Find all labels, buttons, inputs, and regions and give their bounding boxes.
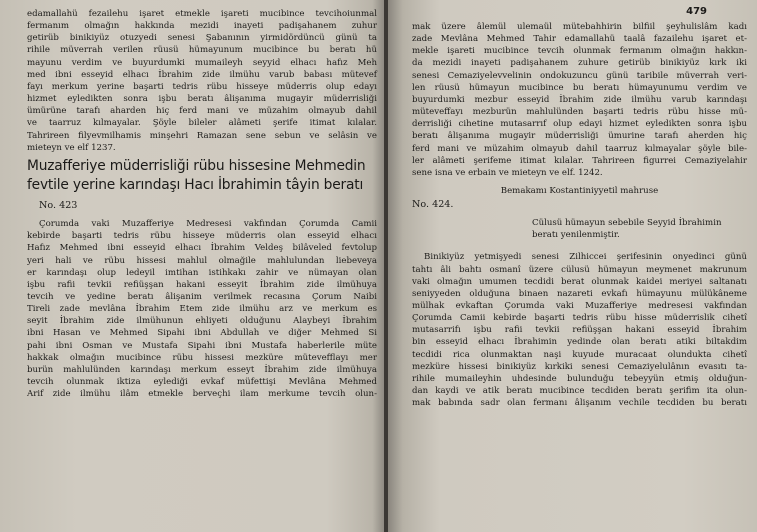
text-line: len rüusü hümayun mucibince bu beratı hümayunumu verdim ve — [412, 82, 747, 93]
text-line: mülhak evkaftan Çorumda vaki Muzafferiye medresesi vakfından — [412, 300, 747, 311]
text-line: tevcih olunmak iktiza eylediği evkaf müfettişi Mevlâna Mehmed — [27, 377, 377, 388]
text-line: fayı merkum yerine başarti tedris rübu hisseye müderris olup edayı — [27, 81, 377, 92]
text-line: vaki olmağın umumen tecdidi berat olunmak kaidei meriyei saltanatı — [412, 276, 747, 287]
text-line: beratı âlişanıma mugayir müderrisliği ümurine tarafı aherden hiç — [412, 131, 747, 142]
text-line: hizmet eyledikten sonra işbu beratı âlişanıma mugayir müderrisliği — [27, 94, 377, 105]
text-line: tahtı âli bahtı osmanî üzere cülusü hümayun meymenet makrunum — [412, 264, 747, 275]
document-title — [27, 157, 377, 195]
text-line: mekle işareti mucibince tevcih olunmak fermanım olmağın hakkın- — [412, 46, 747, 57]
text-line: tecdidi rica olunmaktan naşi kuyude muracaat olundukta cihetî — [412, 349, 747, 360]
text-line: Hafız Mehmed ibni esseyid elhacı İbrahim Veldeş bilâveled fevtolup — [27, 243, 377, 254]
text-line: zade Mevlâna Mehmed Tahir edamallahü taalâ fazailehu işaret et- — [412, 34, 747, 45]
text-line: Tahrireen filyevmilhamis minşehri Ramazan sene sebun ve selâsin ve — [27, 130, 377, 141]
text-line: rihile mumaileyhin uhdesinde bulunduğu tebeyyün etmiş olduğun- — [412, 373, 747, 384]
text-line: kebirde başarti tedris rübu hisseye müderris olan esseyid elhacı — [27, 231, 377, 242]
text-line: seyit İbrahim zide ilmühunun ehliyeti olduğunu Alaybeyi İbrahim — [27, 316, 377, 327]
title-line: fevtile yerine karındaşı Hacı İbrahimin tâyin beratı — [27, 176, 364, 193]
text-line: getirüb binikiyüz otuzyedi senesi Şabanının yirmidördüncü günü ta — [27, 33, 377, 44]
subject-line: beratı yenilenmiştir. — [532, 230, 620, 241]
text-line: pahi ibni Osman ve Mustafa Sipahi ibni Mustafa haberlerile müte — [27, 340, 377, 351]
subject-line: Cülusü hümayun sebebile Seyyid İbrahimin — [532, 218, 722, 229]
document-subject — [412, 217, 747, 241]
text-line: da mezidi inayeti padişahanem zuhure getirüb binikiyüz kırk iki — [412, 58, 747, 69]
text-line: edamallahü fezailehu işaret etmekle işareti mucibince tevcihoiunmal — [27, 9, 377, 19]
text-line: mak babında sadr olan fermanı âlişanım vechile tecdiden bu beratı — [412, 398, 747, 409]
text-line: dan kaydi ve atik beratı mucibince tecdiden beratı şerifim ita olun- — [412, 386, 747, 397]
text-line: bin esseyid elhacı İbrahimin yedinde olan beratı atiki biltakdim — [412, 337, 747, 348]
text-line: işbu rafii tevkii refiüşşan hakani esseyit İbrahim zide ilmühuya — [27, 279, 377, 290]
text-line: fermanım olmağın hakkında mezidi inayeti padişahanem zuhur — [27, 21, 377, 32]
document-number: No. 424. — [412, 199, 454, 211]
text-line: mieteyn ve elf 1237. — [27, 142, 116, 153]
text-line: ler alâmeti şerifeme itimat kılalar. Tahrireen figurrei Cemaziyelahir — [412, 155, 747, 166]
text-line: müteveffayı mezburün mahlulünden başarti tedris rübu hisse mü- — [412, 107, 747, 118]
text-line: mutasarrifı işbu rafii tevkii refiüşşan hakani esseyid İbrahim — [412, 325, 747, 336]
page-number: 479 — [686, 6, 707, 17]
text-line: tevcih ve yedine beratı âlişanim verilmek recasına Çorum Naibi — [27, 291, 377, 302]
title-line: Muzafferiye müderrisliği rübu hissesine Mehmedin — [27, 157, 366, 174]
text-line: seniyyeden olduğuna binaen nazareti evkafı hümayunu mülükânemе — [412, 288, 747, 299]
text-line: Binikiyüz yetmişyedi senesi Zilhiccei şerifesinin onyedinci günü — [424, 252, 747, 263]
text-line: derrisliği cihetine mutasarrıf olup edayi hizmet eyledikten sonra işbu — [412, 119, 747, 130]
text-line: burün mahlulünden karındaşı merkum esseyt İbrahim zide ilmühuya — [27, 364, 377, 375]
text-line: Arif zide ilmühu ilâm etmekle berveçhi ilam merkume tevcih olun- — [27, 389, 377, 400]
text-line: Çorumda vaki Muzafferiye Medresesi vakfından Çorumda Camii — [39, 219, 377, 230]
left-body-text — [27, 8, 377, 154]
text-line: mak üzere âlemül ulemaül mütebahhirin bilfiil şeyhulislâm kadı — [412, 22, 747, 32]
text-line: Tireli zade mevlâna İbrahim Etem zide ilmühu arz ve merkum es — [27, 304, 377, 315]
text-line: mayunu verdim ve buyurdumki mumaileyh seyyid elhacı hafız Meh — [27, 57, 377, 68]
text-line: ferd mani ve müzahim olmayub dahil taarruz kılmayalar şöyle bile- — [412, 143, 747, 154]
text-line: med ibni esseyid elhacı İbrahim zide ilmühu varub babası mütevef — [27, 69, 377, 80]
text-line: ibni Hasan ve Mehmed Sipahi ibni Abdullah ve diğer Mehmed Si — [27, 328, 377, 339]
left-body-text-2 — [27, 218, 377, 400]
text-line: mezküre hissesi binikiyüz kırkiki senesi Cemaziyelulânın evasıtı ta- — [412, 361, 747, 372]
text-line: ve taarruz kılmayalar. Şöyle bileler alâmeti şerife itimat kılalar. — [27, 118, 377, 129]
right-body-text-2 — [412, 251, 747, 409]
right-page — [388, 0, 757, 532]
text-line: hakkak olmağın mucibince rübu hissesi mezküre mütevefflayı mer — [27, 352, 377, 363]
text-line: senesi Cemaziyelevvelinin ondokuzuncu günü taribile müverrah veri- — [412, 70, 747, 81]
text-line: rihile müverrah verilen rüusü hümayunum mucibince bu beratı hü — [27, 45, 377, 56]
text-line: er karındaşı olup ledeyil imtihan istihkakı zahir ve nümayan olan — [27, 267, 377, 278]
text-line: ümürüne tarafı aharden hiç ferd mani ve müzahim olmayub dahil — [27, 106, 377, 117]
place-line: Bemakamı Kostantiniyyetil mahruse — [500, 186, 659, 197]
text-line: Çorumda Camii kebirde başarti tedris rübu hisse müderrislik cihetî — [412, 313, 747, 324]
text-line: sene isna ve erbain ve mieteyn ve elf. 1242. — [412, 167, 603, 178]
text-line: yeri hali ve rübu hissesi mahlul olmağile mahlulundan liebeveya — [27, 255, 377, 266]
text-line: buyurdumki mezbur esseyid İbrahim zide ilmühu varub karındaşı — [412, 94, 747, 105]
right-body-text — [412, 21, 747, 179]
document-number: No. 423 — [39, 199, 78, 211]
